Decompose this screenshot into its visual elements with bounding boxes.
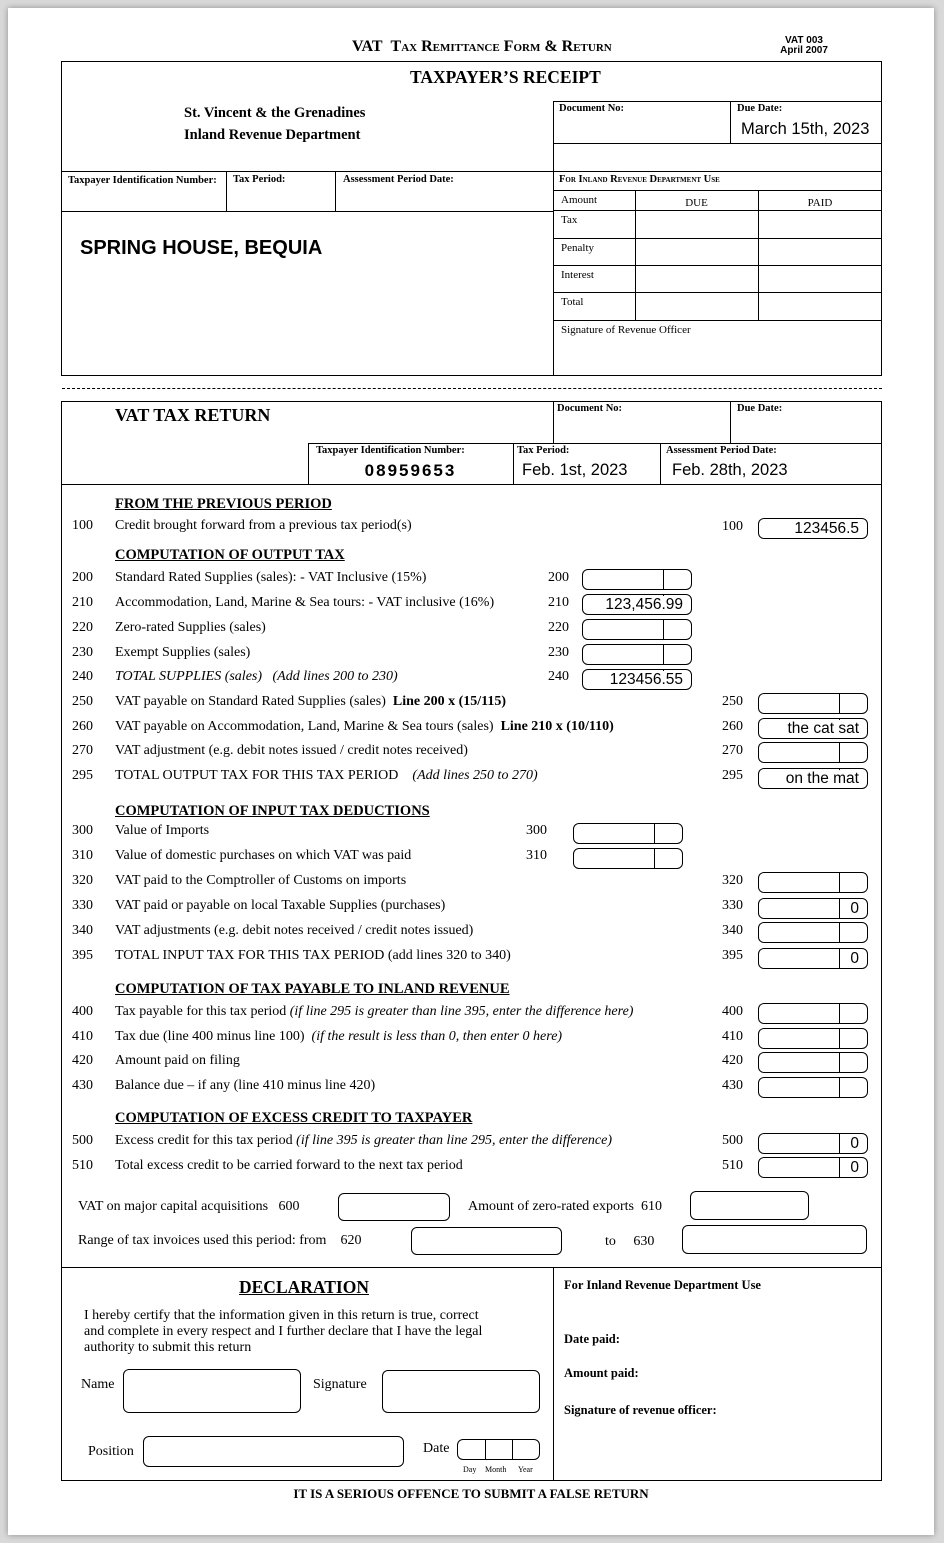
line-400-num: 400 — [72, 1004, 93, 1019]
line-340-field[interactable] — [758, 922, 868, 943]
name-field[interactable] — [123, 1369, 301, 1413]
taxpayer-name[interactable]: SPRING HOUSE, BEQUIA — [80, 237, 323, 259]
form-title-rest: Tax Remittance Form & Return — [390, 38, 612, 55]
line-230-num-mid: 230 — [548, 645, 569, 660]
line-260-label — [115, 719, 614, 735]
section-input-tax: COMPUTATION OF INPUT TAX DEDUCTIONS — [115, 803, 430, 819]
line-320-num-right: 320 — [722, 873, 743, 888]
invoice-range-to-num: 630 — [633, 1234, 655, 1249]
line-230-field[interactable] — [582, 644, 692, 665]
receipt-signature-label: Signature of Revenue Officer — [561, 324, 691, 336]
return-tin-value[interactable]: 08959653 — [364, 461, 457, 480]
form-code-number: VAT 003 — [785, 35, 823, 46]
line-250-field[interactable] — [758, 693, 868, 714]
form-page — [8, 8, 934, 1535]
line-230-num: 230 — [72, 645, 93, 660]
line-220-field[interactable] — [582, 619, 692, 640]
capital-acquisitions-text: VAT on major capital acquisitions — [78, 1199, 269, 1214]
line-295-note: (Add lines 250 to 270) — [412, 768, 538, 783]
line-270-label: VAT adjustment (e.g. debit notes issued / credit notes received) — [115, 743, 468, 758]
line-270-num-right: 270 — [722, 743, 743, 758]
line-220-num-mid: 220 — [548, 620, 569, 635]
line-240-num: 240 — [72, 669, 93, 684]
return-tax-period-label: Tax Period: — [517, 445, 570, 456]
ird-signature-label: Signature of revenue officer: — [564, 1403, 717, 1417]
line-420-num: 420 — [72, 1053, 93, 1068]
receipt-tin-label: Taxpayer Identification Number: — [68, 175, 217, 186]
line-240-note: (Add lines 200 to 230) — [272, 669, 398, 684]
zero-rated-exports-field[interactable] — [690, 1191, 809, 1220]
line-400-num-right: 400 — [722, 1004, 743, 1019]
line-510-num: 510 — [72, 1158, 93, 1173]
receipt-row-penalty: Penalty — [561, 242, 594, 254]
line-500-field[interactable] — [758, 1133, 868, 1154]
line-330-field[interactable] — [758, 898, 868, 919]
form-code — [768, 36, 840, 56]
line-500-num-right: 500 — [722, 1133, 743, 1148]
position-label: Position — [88, 1444, 134, 1459]
line-410-num-right: 410 — [722, 1029, 743, 1044]
tear-off-line — [62, 388, 882, 389]
line-310-label: Value of domestic purchases on which VAT was paid — [115, 848, 412, 863]
line-240-field[interactable] — [582, 669, 692, 690]
line-100-num: 100 — [72, 518, 93, 533]
line-240-label — [115, 669, 398, 685]
date-field[interactable] — [457, 1439, 540, 1460]
date-year-label: Year — [518, 1465, 533, 1474]
line-340-num-right: 340 — [722, 923, 743, 938]
line-250-num-right: 250 — [722, 694, 743, 709]
return-tax-period-value[interactable]: Feb. 1st, 2023 — [522, 461, 628, 479]
receipt-assessment-label: Assessment Period Date: — [343, 174, 454, 185]
line-210-label: Accommodation, Land, Marine & Sea tours: - VAT inclusive (16%) — [115, 595, 495, 610]
return-heading: VAT TAX RETURN — [115, 405, 271, 425]
date-label: Date — [423, 1441, 450, 1456]
invoice-range-from-field[interactable] — [411, 1227, 562, 1255]
line-260-value: the cat sat — [787, 720, 859, 737]
signature-label: Signature — [313, 1377, 367, 1392]
line-295-field[interactable] — [758, 768, 868, 789]
return-assessment-label: Assessment Period Date: — [666, 445, 777, 456]
line-295-num: 295 — [72, 768, 93, 783]
line-210-field[interactable] — [582, 594, 692, 615]
footer-warning: IT IS A SERIOUS OFFENCE TO SUBMIT A FALSE RETURN — [293, 1486, 649, 1501]
line-395-label: TOTAL INPUT TAX FOR THIS TAX PERIOD (add lines 320 to 340) — [115, 948, 511, 963]
line-260-formula: Line 210 x (10/110) — [500, 719, 614, 734]
line-340-num: 340 — [72, 923, 93, 938]
line-430-label: Balance due – if any (line 410 minus line 420) — [115, 1078, 376, 1093]
receipt-paid-label: PAID — [807, 197, 833, 209]
line-430-num: 430 — [72, 1078, 93, 1093]
line-100-field[interactable] — [758, 518, 868, 539]
line-400-note: (if line 295 is greater than line 395, enter the difference here) — [289, 1004, 634, 1019]
ird-amount-paid-label: Amount paid: — [564, 1366, 639, 1380]
line-240-value: 123456.55 — [609, 671, 683, 688]
line-500-num: 500 — [72, 1133, 93, 1148]
line-300-label: Value of Imports — [115, 823, 210, 838]
line-200-label: Standard Rated Supplies (sales): - VAT Inclusive (15%) — [115, 570, 427, 585]
zero-rated-exports-text: Amount of zero-rated exports — [468, 1199, 634, 1214]
line-200-num-mid: 200 — [548, 570, 569, 585]
name-label: Name — [81, 1377, 115, 1392]
line-100-value: 123456.5 — [794, 520, 859, 537]
line-300-field[interactable] — [573, 823, 683, 844]
receipt-amount-label: Amount — [561, 194, 598, 206]
receipt-department: Inland Revenue Department — [184, 127, 361, 143]
line-320-field[interactable] — [758, 872, 868, 893]
invoice-range-to-label — [605, 1234, 654, 1250]
line-310-field[interactable] — [573, 848, 683, 869]
section-excess-credit: COMPUTATION OF EXCESS CREDIT TO TAXPAYER — [115, 1110, 473, 1126]
return-tin-label: Taxpayer Identification Number: — [316, 445, 465, 456]
capital-acquisitions-num: 600 — [278, 1199, 300, 1214]
line-410-note: (if the result is less than 0, then enter 0 here) — [311, 1029, 563, 1044]
line-400-field[interactable] — [758, 1003, 868, 1024]
receipt-heading: TAXPAYER’S RECEIPT — [410, 67, 601, 87]
line-300-num-mid: 300 — [526, 823, 547, 838]
line-230-label: Exempt Supplies (sales) — [115, 645, 251, 660]
line-295-num-right: 295 — [722, 768, 743, 783]
signature-field[interactable] — [382, 1370, 540, 1413]
line-250-num: 250 — [72, 694, 93, 709]
line-330-value: 0 — [850, 900, 859, 917]
line-430-num-right: 430 — [722, 1078, 743, 1093]
receipt-row-total: Total — [561, 296, 584, 308]
line-395-value: 0 — [850, 950, 859, 967]
line-100-num-right: 100 — [722, 519, 743, 534]
return-due-date-label: Due Date: — [737, 403, 783, 414]
line-395-field[interactable] — [758, 948, 868, 969]
receipt-due-date-label: Due Date: — [737, 103, 783, 114]
ird-date-paid-label: Date paid: — [564, 1332, 620, 1346]
line-500-note: (if line 395 is greater than line 295, enter the difference) — [296, 1133, 613, 1148]
line-510-label: Total excess credit to be carried forward to the next tax period — [115, 1158, 463, 1173]
line-510-num-right: 510 — [722, 1158, 743, 1173]
line-510-value: 0 — [850, 1159, 859, 1176]
line-410-text: Tax due (line 400 minus line 100) — [115, 1029, 305, 1044]
line-250-label — [115, 694, 506, 710]
line-340-label: VAT adjustments (e.g. debit notes received / credit notes issued) — [115, 923, 474, 938]
form-title-vat: VAT — [352, 38, 383, 55]
line-510-field[interactable] — [758, 1157, 868, 1178]
return-document-no-label: Document No: — [557, 403, 623, 414]
receipt-document-no-label: Document No: — [559, 103, 625, 114]
line-310-num: 310 — [72, 848, 93, 863]
capital-acquisitions-label — [78, 1199, 300, 1215]
line-420-label: Amount paid on filing — [115, 1053, 240, 1068]
return-assessment-value[interactable]: Feb. 28th, 2023 — [672, 461, 788, 479]
receipt-ird-use-label: For Inland Revenue Department Use — [559, 174, 720, 185]
receipt-country: St. Vincent & the Grenadines — [184, 105, 366, 121]
line-210-num: 210 — [72, 595, 93, 610]
line-270-num: 270 — [72, 743, 93, 758]
line-420-num-right: 420 — [722, 1053, 743, 1068]
receipt-row-interest: Interest — [561, 269, 594, 281]
line-300-num: 300 — [72, 823, 93, 838]
line-200-num: 200 — [72, 570, 93, 585]
line-430-field[interactable] — [758, 1077, 868, 1098]
position-field[interactable] — [143, 1436, 404, 1467]
line-410-label — [115, 1029, 562, 1045]
receipt-row-tax: Tax — [561, 214, 578, 226]
line-270-field[interactable] — [758, 742, 868, 763]
line-250-text: VAT payable on Standard Rated Supplies (sales) — [115, 694, 386, 709]
section-previous-period: FROM THE PREVIOUS PERIOD — [115, 496, 332, 512]
line-100-label: Credit brought forward from a previous tax period(s) — [115, 518, 412, 533]
date-month-label: Month — [485, 1465, 507, 1474]
line-395-num: 395 — [72, 948, 93, 963]
capital-acquisitions-field[interactable] — [338, 1193, 450, 1221]
declaration-text-2: and complete in every respect and I further declare that I have the legal — [84, 1324, 483, 1339]
line-260-num-right: 260 — [722, 719, 743, 734]
line-250-formula: Line 200 x (15/115) — [392, 694, 507, 709]
line-260-num: 260 — [72, 719, 93, 734]
line-210-value: 123,456.99 — [605, 596, 683, 613]
line-295-value: on the mat — [785, 770, 859, 787]
line-320-num: 320 — [72, 873, 93, 888]
line-420-field[interactable] — [758, 1052, 868, 1073]
form-code-date: April 2007 — [780, 45, 828, 56]
line-410-num: 410 — [72, 1029, 93, 1044]
line-395-num-right: 395 — [722, 948, 743, 963]
invoice-range-to-field[interactable] — [682, 1225, 867, 1254]
line-500-text: Excess credit for this tax period — [115, 1133, 293, 1148]
line-310-num-mid: 310 — [526, 848, 547, 863]
receipt-due-label: DUE — [685, 197, 708, 209]
line-220-num: 220 — [72, 620, 93, 635]
invoice-range-text: Range of tax invoices used this period: from — [78, 1233, 327, 1248]
declaration-heading: DECLARATION — [239, 1277, 369, 1297]
declaration-text-1: I hereby certify that the information given in this return is true, correct — [84, 1308, 479, 1323]
section-tax-payable: COMPUTATION OF TAX PAYABLE TO INLAND REVENUE — [115, 981, 510, 997]
zero-rated-exports-num: 610 — [641, 1199, 662, 1214]
line-260-field[interactable] — [758, 718, 868, 739]
line-500-value: 0 — [850, 1135, 859, 1152]
line-295-label — [115, 768, 538, 784]
form-title — [352, 38, 612, 56]
line-330-num-right: 330 — [722, 898, 743, 913]
line-330-label: VAT paid or payable on local Taxable Supplies (purchases) — [115, 898, 446, 913]
date-day-label: Day — [463, 1465, 477, 1474]
line-410-field[interactable] — [758, 1028, 868, 1049]
section-output-tax: COMPUTATION OF OUTPUT TAX — [115, 547, 345, 563]
line-330-num: 330 — [72, 898, 93, 913]
line-295-text: TOTAL OUTPUT TAX FOR THIS TAX PERIOD — [115, 768, 399, 783]
declaration-text — [84, 1308, 482, 1356]
invoice-range-label — [78, 1233, 361, 1249]
line-200-field[interactable] — [582, 569, 692, 590]
line-220-label: Zero-rated Supplies (sales) — [115, 620, 266, 635]
declaration-text-3: authority to submit this return — [84, 1340, 252, 1355]
line-210-num-mid: 210 — [548, 595, 569, 610]
line-400-text: Tax payable for this tax period — [115, 1004, 287, 1019]
line-240-num-mid: 240 — [548, 669, 569, 684]
invoice-range-from-num: 620 — [340, 1233, 362, 1248]
receipt-tax-period-label: Tax Period: — [233, 174, 286, 185]
invoice-range-to-text: to — [605, 1234, 616, 1249]
line-320-label: VAT paid to the Comptroller of Customs on imports — [115, 873, 407, 888]
zero-rated-exports-label — [468, 1199, 662, 1215]
receipt-due-date-value[interactable]: March 15th, 2023 — [741, 120, 870, 138]
ird-use-heading: For Inland Revenue Department Use — [564, 1278, 761, 1292]
line-500-label — [115, 1133, 612, 1149]
line-400-label — [115, 1004, 633, 1020]
line-240-text: TOTAL SUPPLIES (sales) — [115, 669, 263, 684]
line-260-text: VAT payable on Accommodation, Land, Marine & Sea tours (sales) — [115, 719, 494, 734]
